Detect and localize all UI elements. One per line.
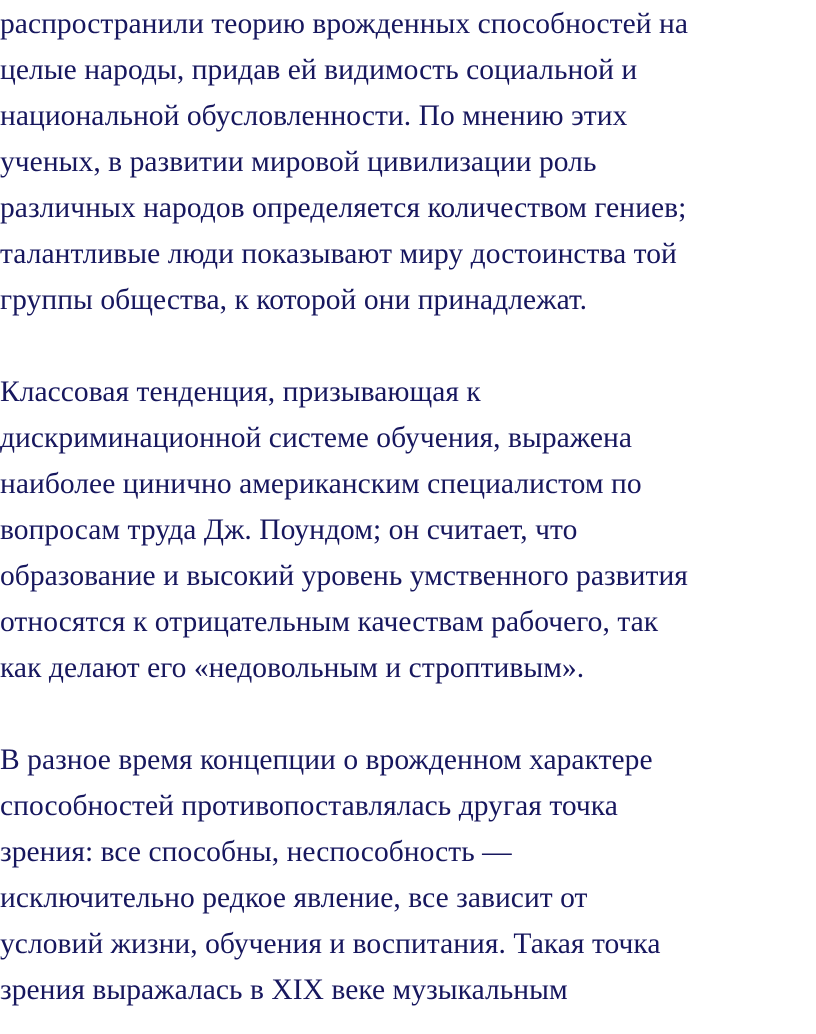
- text-line: способностей противопоставлялась другая точка: [0, 790, 618, 822]
- text-line: зрения выражалась в XIX веке музыкальным: [0, 974, 568, 1006]
- text-line: группы общества, к которой они принадлежат.: [0, 284, 588, 316]
- text-line: целые народы, придав ей видимость социальной и: [0, 54, 638, 86]
- text-line: ученых, в развитии мировой цивилизации роль: [0, 146, 597, 178]
- text-line: В разное время концепции о врожденном характере: [0, 744, 653, 776]
- text-line: образование и высокий уровень умственного развития: [0, 560, 688, 592]
- text-line: дискриминационной системе обучения, выражена: [0, 422, 632, 454]
- text-line: относятся к отрицательным качествам рабочего, так: [0, 606, 659, 638]
- text-line: талантливые люди показывают миру достоинства той: [0, 238, 677, 270]
- text-line: наиболее цинично американским специалистом по: [0, 468, 642, 500]
- text-line: как делают его «недовольным и строптивым».: [0, 652, 585, 684]
- text-line: различных народов определяется количеством гениев;: [0, 192, 687, 224]
- text-line: национальной обусловленности. По мнению этих: [0, 100, 628, 132]
- text-line: условий жизни, обучения и воспитания. Такая точка: [0, 928, 661, 960]
- text-line: распространили теорию врожденных способностей на: [0, 8, 689, 40]
- text-line: зрения: все способны, неспособность —: [0, 836, 512, 868]
- text-line: вопросам труда Дж. Поундом; он считает, что: [0, 514, 578, 546]
- text-line: исключительно редкое явление, все зависит от: [0, 882, 588, 914]
- text-line: Классовая тенденция, призывающая к: [0, 376, 481, 408]
